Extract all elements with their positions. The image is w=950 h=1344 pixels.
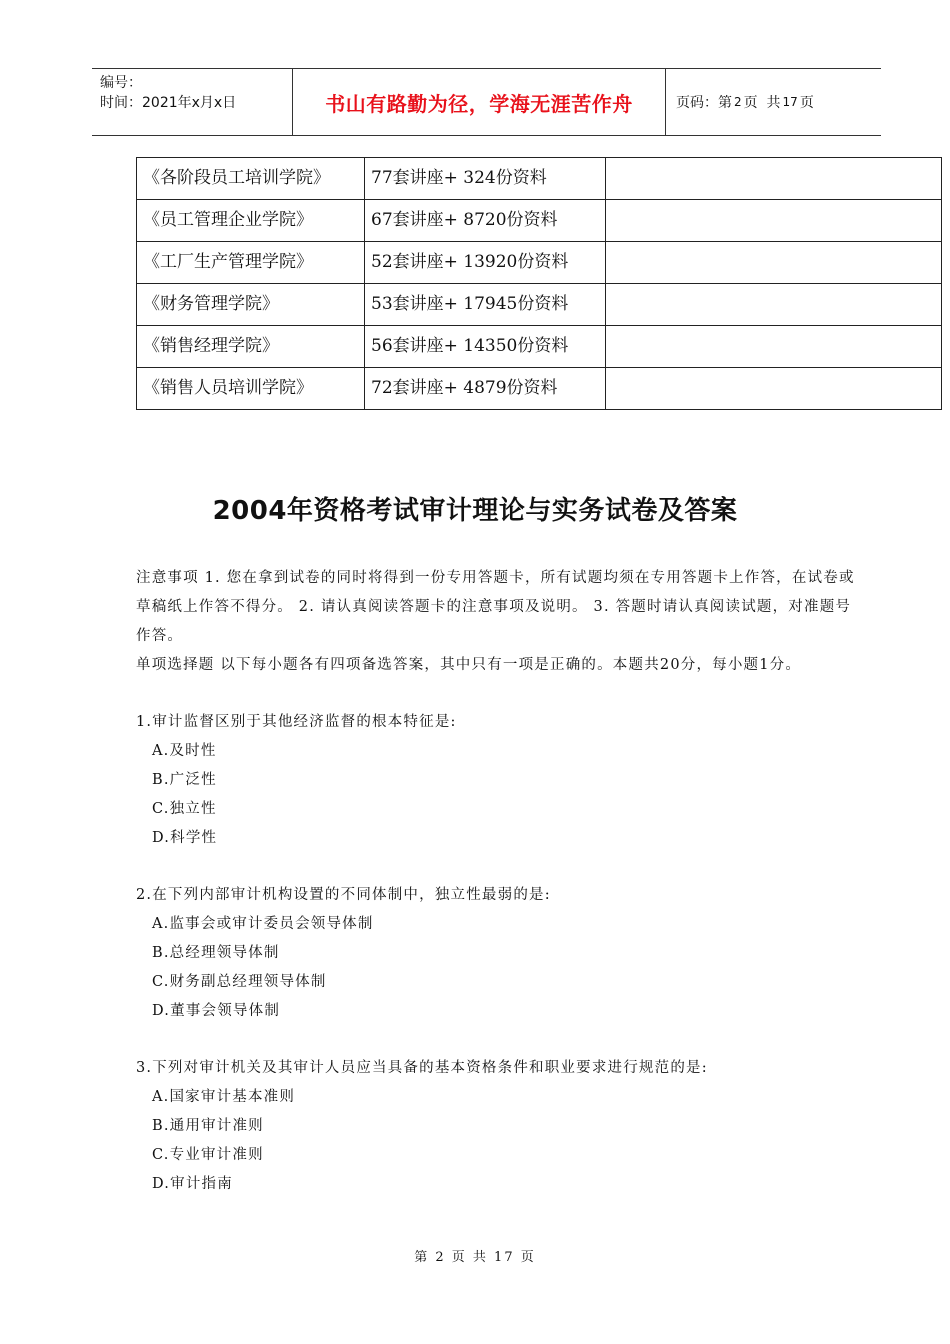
- question-2: [136, 881, 856, 1026]
- option-b: B.总经理领导体制: [152, 945, 280, 961]
- table-row: [137, 242, 942, 284]
- question-stem: 3.下列对审计机关及其审计人员应当具备的基本资格条件和职业要求进行规范的是:: [136, 1060, 708, 1076]
- document-title: 2004年资格考试审计理论与实务试卷及答案: [212, 496, 738, 526]
- table-cell-extra: [606, 200, 942, 242]
- option-d: D.审计指南: [152, 1176, 233, 1192]
- table-row: [137, 368, 942, 410]
- option-a: A.及时性: [152, 743, 217, 759]
- table-cell-name: 《员工管理企业学院》: [137, 200, 365, 242]
- page-number: 2: [734, 95, 742, 109]
- table-cell-detail: 77套讲座+ 324份资料: [365, 158, 606, 200]
- table-cell-detail: 52套讲座+ 13920份资料: [365, 242, 606, 284]
- table-cell-detail: 53套讲座+ 17945份资料: [365, 284, 606, 326]
- option-a: A.国家审计基本准则: [152, 1089, 296, 1105]
- table-cell-detail: 72套讲座+ 4879份资料: [365, 368, 606, 410]
- section-instruction: 单项选择题 以下每小题各有四项备选答案，其中只有一项是正确的。本题共20分，每小题1分。: [136, 657, 802, 673]
- header-slogan: 书山有路勤为径，学海无涯苦作舟: [293, 69, 666, 135]
- notice-paragraph: 注意事项 1. 您在拿到试卷的同时将得到一份专用答题卡，所有试题均须在专用答题卡上作答，在试卷或草稿纸上作答不得分。 2. 请认真阅读答题卡的注意事项及说明。 3. 答题时请认真阅读试题，对准题号作答。: [136, 570, 855, 644]
- table-cell-extra: [606, 368, 942, 410]
- table-row: [137, 284, 942, 326]
- table-cell-extra: [606, 326, 942, 368]
- table-cell-detail: 67套讲座+ 8720份资料: [365, 200, 606, 242]
- option-b: B.通用审计准则: [152, 1118, 264, 1134]
- table-cell-extra: [606, 242, 942, 284]
- question-3: [136, 1054, 856, 1199]
- question-1: [136, 708, 856, 853]
- table-row: [137, 200, 942, 242]
- page-suffix: 页: [799, 95, 814, 111]
- header-number-label: 编号：: [100, 75, 142, 91]
- table-cell-name: 《销售经理学院》: [137, 326, 365, 368]
- table-cell-name: 《工厂生产管理学院》: [137, 242, 365, 284]
- page-total: 17: [782, 95, 798, 109]
- table-cell-name: 《各阶段员工培训学院》: [137, 158, 365, 200]
- option-c: C.专业审计准则: [152, 1147, 264, 1163]
- table-row: [137, 326, 942, 368]
- resource-table: [136, 157, 942, 410]
- page-footer: 第 2 页 共 17 页: [414, 1250, 536, 1265]
- table-cell-extra: [606, 284, 942, 326]
- option-d: D.科学性: [152, 830, 218, 846]
- document-body: [136, 564, 856, 1199]
- table-cell-extra: [606, 158, 942, 200]
- page-header: [92, 68, 881, 136]
- option-d: D.董事会领导体制: [152, 1003, 281, 1019]
- option-a: A.监事会或审计委员会领导体制: [152, 916, 374, 932]
- table-row: [137, 158, 942, 200]
- question-stem: 2.在下列内部审计机构设置的不同体制中，独立性最弱的是:: [136, 887, 551, 903]
- page-mid: 页 共: [743, 95, 781, 111]
- header-page-info: [666, 69, 881, 135]
- option-c: C.财务副总经理领导体制: [152, 974, 327, 990]
- page-prefix: 页码：第: [676, 95, 732, 111]
- question-stem: 1.审计监督区别于其他经济监督的根本特征是:: [136, 714, 457, 730]
- option-c: C.独立性: [152, 801, 217, 817]
- table-cell-detail: 56套讲座+ 14350份资料: [365, 326, 606, 368]
- table-cell-name: 《销售人员培训学院》: [137, 368, 365, 410]
- header-date: 时间：2021年x月x日: [100, 95, 237, 111]
- table-cell-name: 《财务管理学院》: [137, 284, 365, 326]
- header-meta: [92, 69, 293, 135]
- option-b: B.广泛性: [152, 772, 217, 788]
